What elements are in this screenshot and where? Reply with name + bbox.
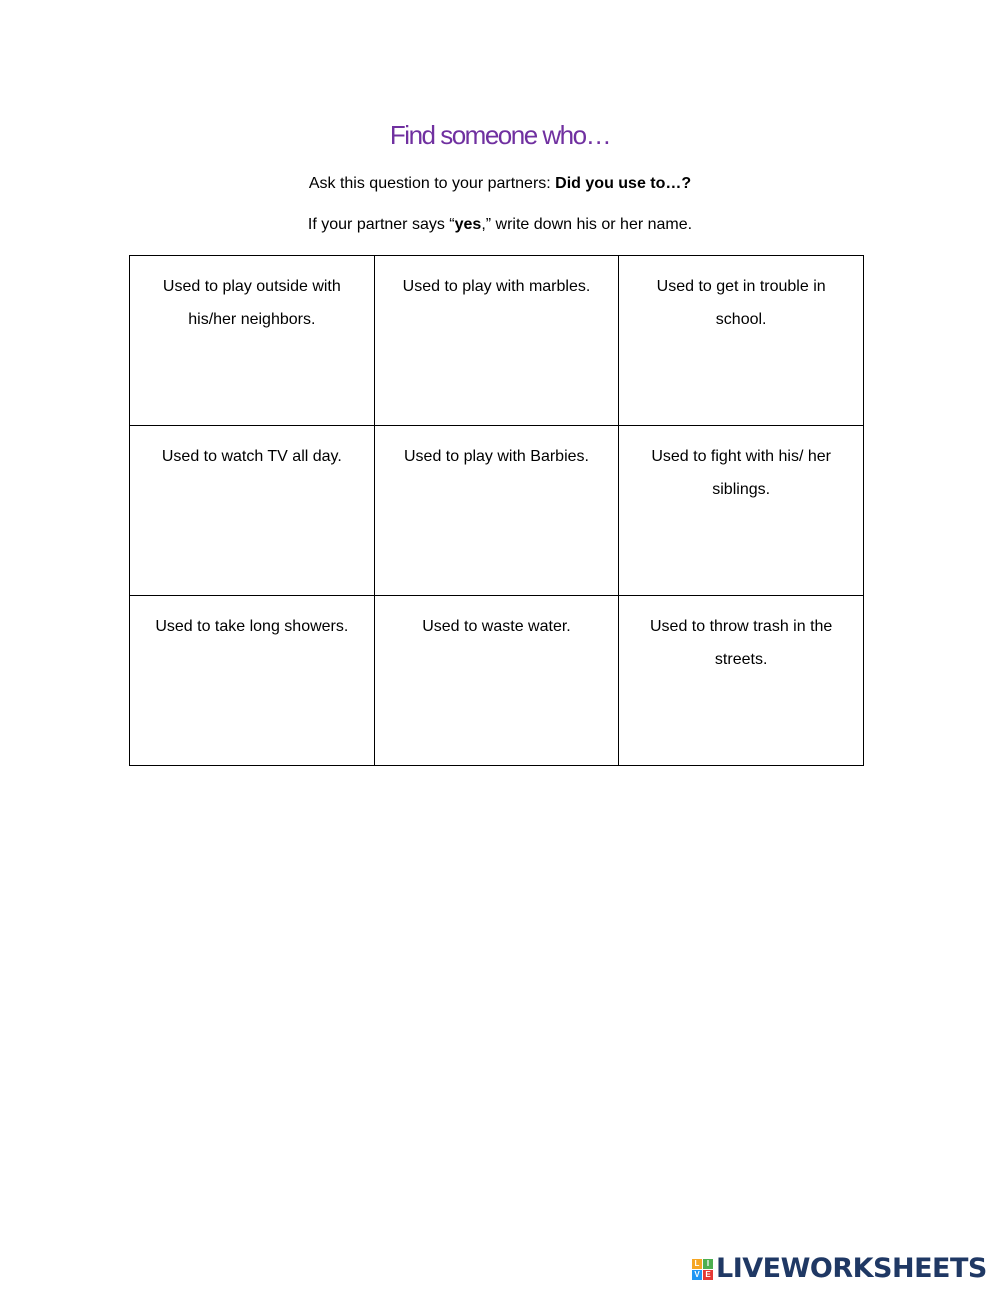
grid-cell	[130, 426, 375, 596]
logo-mark-letter: E	[703, 1270, 713, 1280]
cell-text-line1: Used to play with Barbies.	[403, 448, 589, 465]
grid-cell	[130, 256, 375, 426]
cell-text-line2: siblings.	[712, 481, 771, 498]
instruction-question-prefix: Ask this question to your partners:	[308, 175, 556, 192]
cell-text-line2: school.	[715, 311, 767, 328]
instruction-write-name	[0, 215, 1000, 235]
cell-text-line2: his/her neighbors.	[188, 311, 316, 328]
cell-text-line1: Used to play outside with	[162, 278, 341, 295]
grid-cell	[374, 596, 619, 766]
logo-mark-letter: V	[692, 1270, 702, 1280]
instruction-write-prefix: If your partner says “	[307, 216, 455, 233]
find-someone-grid	[129, 255, 864, 766]
grid-cell	[374, 256, 619, 426]
grid-cell	[619, 596, 864, 766]
cell-text-line1: Used to get in trouble in	[656, 278, 826, 295]
instruction-write-suffix: ,” write down his or her name.	[481, 216, 693, 233]
logo-mark-letter: I	[703, 1259, 713, 1269]
grid-row	[130, 426, 864, 596]
grid-cell	[130, 596, 375, 766]
grid-cell	[619, 426, 864, 596]
cell-text-line1: Used to waste water.	[422, 618, 571, 635]
cell-text-line2: streets.	[714, 651, 768, 668]
grid-cell	[374, 426, 619, 596]
cell-text-line1: Used to watch TV all day.	[161, 448, 342, 465]
logo-mark-letter: L	[692, 1259, 702, 1269]
instruction-question-bold: Did you use to…?	[555, 175, 692, 192]
logo-text: LIVEWORKSHEETS	[716, 1253, 987, 1284]
cell-text-line1: Used to play with marbles.	[402, 278, 591, 295]
cell-text-line1: Used to fight with his/ her	[651, 448, 831, 465]
page-title: Find someone who…	[389, 120, 611, 150]
grid-row	[130, 256, 864, 426]
grid-row	[130, 596, 864, 766]
cell-text-line1: Used to throw trash in the	[650, 618, 833, 635]
logo-mark-icon	[692, 1259, 713, 1280]
liveworksheets-logo[interactable]	[692, 1253, 987, 1285]
instruction-write-bold: yes	[454, 216, 482, 233]
cell-text-line1: Used to take long showers.	[155, 618, 349, 635]
grid-cell	[619, 256, 864, 426]
instruction-question	[0, 174, 1000, 194]
